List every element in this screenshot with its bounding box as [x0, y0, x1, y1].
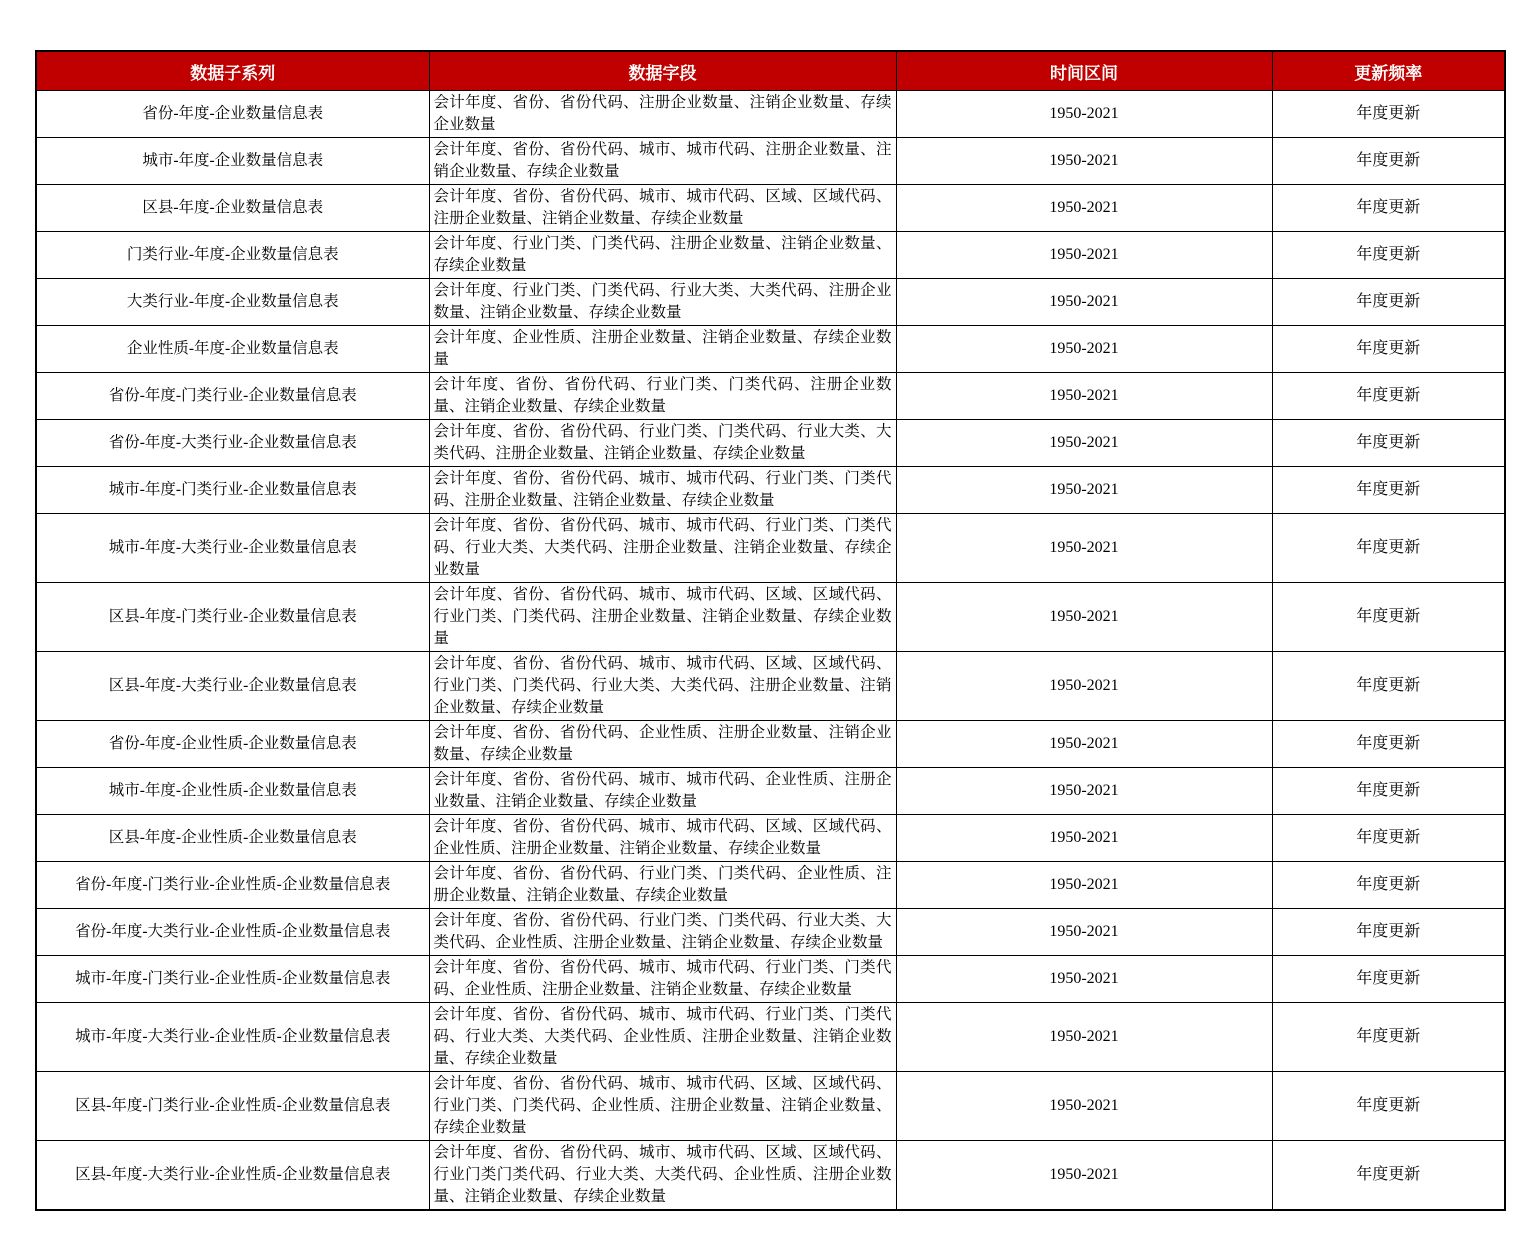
cell-period: 1950-2021: [896, 467, 1272, 514]
cell-period: 1950-2021: [896, 91, 1272, 138]
header-series: 数据子系列: [36, 51, 429, 91]
cell-series: 省份-年度-大类行业-企业性质-企业数量信息表: [36, 909, 429, 956]
table-row: [36, 768, 1505, 815]
cell-frequency: 年度更新: [1272, 652, 1505, 721]
cell-fields: 会计年度、行业门类、门类代码、注册企业数量、注销企业数量、存续企业数量: [429, 232, 896, 279]
table-row: [36, 1003, 1505, 1072]
table-row: [36, 652, 1505, 721]
table-row: [36, 326, 1505, 373]
cell-series: 区县-年度-门类行业-企业性质-企业数量信息表: [36, 1072, 429, 1141]
cell-series: 城市-年度-门类行业-企业性质-企业数量信息表: [36, 956, 429, 1003]
cell-series: 区县-年度-企业数量信息表: [36, 185, 429, 232]
cell-frequency: 年度更新: [1272, 768, 1505, 815]
cell-frequency: 年度更新: [1272, 467, 1505, 514]
cell-frequency: 年度更新: [1272, 815, 1505, 862]
cell-fields: 会计年度、省份、省份代码、城市、城市代码、区域、区域代码、行业门类、门类代码、行业大类、大类代码、注册企业数量、注销企业数量、存续企业数量: [429, 652, 896, 721]
cell-series: 省份-年度-企业性质-企业数量信息表: [36, 721, 429, 768]
cell-frequency: 年度更新: [1272, 909, 1505, 956]
cell-fields: 会计年度、行业门类、门类代码、行业大类、大类代码、注册企业数量、注销企业数量、存续企业数量: [429, 279, 896, 326]
cell-fields: 会计年度、省份、省份代码、城市、城市代码、区域、区域代码、注册企业数量、注销企业数量、存续企业数量: [429, 185, 896, 232]
cell-frequency: 年度更新: [1272, 232, 1505, 279]
table-row: [36, 862, 1505, 909]
cell-fields: 会计年度、省份、省份代码、注册企业数量、注销企业数量、存续企业数量: [429, 91, 896, 138]
cell-frequency: 年度更新: [1272, 373, 1505, 420]
cell-frequency: 年度更新: [1272, 185, 1505, 232]
table-row: [36, 420, 1505, 467]
cell-fields: 会计年度、省份、省份代码、行业门类、门类代码、行业大类、大类代码、企业性质、注册企业数量、注销企业数量、存续企业数量: [429, 909, 896, 956]
cell-fields: 会计年度、省份、省份代码、行业门类、门类代码、行业大类、大类代码、注册企业数量、注销企业数量、存续企业数量: [429, 420, 896, 467]
cell-frequency: 年度更新: [1272, 91, 1505, 138]
cell-fields: 会计年度、省份、省份代码、城市、城市代码、区域、区域代码、行业门类门类代码、行业大类、大类代码、企业性质、注册企业数量、注销企业数量、存续企业数量: [429, 1141, 896, 1211]
header-frequency: 更新频率: [1272, 51, 1505, 91]
table-row: [36, 721, 1505, 768]
cell-period: 1950-2021: [896, 1141, 1272, 1211]
cell-frequency: 年度更新: [1272, 138, 1505, 185]
header-period: 时间区间: [896, 51, 1272, 91]
cell-fields: 会计年度、省份、省份代码、城市、城市代码、行业门类、门类代码、行业大类、大类代码、注册企业数量、注销企业数量、存续企业数量: [429, 514, 896, 583]
cell-series: 省份-年度-门类行业-企业数量信息表: [36, 373, 429, 420]
cell-series: 区县-年度-大类行业-企业性质-企业数量信息表: [36, 1141, 429, 1211]
cell-frequency: 年度更新: [1272, 956, 1505, 1003]
table-body: [36, 91, 1505, 1211]
cell-period: 1950-2021: [896, 373, 1272, 420]
cell-series: 城市-年度-门类行业-企业数量信息表: [36, 467, 429, 514]
cell-period: 1950-2021: [896, 279, 1272, 326]
cell-series: 区县-年度-企业性质-企业数量信息表: [36, 815, 429, 862]
cell-period: 1950-2021: [896, 1003, 1272, 1072]
cell-fields: 会计年度、省份、省份代码、城市、城市代码、注册企业数量、注销企业数量、存续企业数量: [429, 138, 896, 185]
cell-fields: 会计年度、企业性质、注册企业数量、注销企业数量、存续企业数量: [429, 326, 896, 373]
table-row: [36, 815, 1505, 862]
cell-period: 1950-2021: [896, 862, 1272, 909]
cell-frequency: 年度更新: [1272, 721, 1505, 768]
cell-fields: 会计年度、省份、省份代码、城市、城市代码、企业性质、注册企业数量、注销企业数量、存续企业数量: [429, 768, 896, 815]
table-row: [36, 232, 1505, 279]
cell-fields: 会计年度、省份、省份代码、行业门类、门类代码、企业性质、注册企业数量、注销企业数量、存续企业数量: [429, 862, 896, 909]
cell-series: 区县-年度-大类行业-企业数量信息表: [36, 652, 429, 721]
cell-series: 省份-年度-门类行业-企业性质-企业数量信息表: [36, 862, 429, 909]
cell-fields: 会计年度、省份、省份代码、城市、城市代码、区域、区域代码、行业门类、门类代码、企业性质、注册企业数量、注销企业数量、存续企业数量: [429, 1072, 896, 1141]
cell-period: 1950-2021: [896, 768, 1272, 815]
cell-series: 城市-年度-大类行业-企业数量信息表: [36, 514, 429, 583]
cell-period: 1950-2021: [896, 652, 1272, 721]
table-row: [36, 1072, 1505, 1141]
cell-period: 1950-2021: [896, 721, 1272, 768]
cell-series: 企业性质-年度-企业数量信息表: [36, 326, 429, 373]
table-row: [36, 185, 1505, 232]
cell-series: 城市-年度-企业数量信息表: [36, 138, 429, 185]
table-header-row: [36, 51, 1505, 91]
table-row: [36, 909, 1505, 956]
cell-period: 1950-2021: [896, 815, 1272, 862]
cell-frequency: 年度更新: [1272, 1003, 1505, 1072]
cell-fields: 会计年度、省份、省份代码、企业性质、注册企业数量、注销企业数量、存续企业数量: [429, 721, 896, 768]
cell-period: 1950-2021: [896, 420, 1272, 467]
cell-fields: 会计年度、省份、省份代码、城市、城市代码、行业门类、门类代码、行业大类、大类代码、企业性质、注册企业数量、注销企业数量、存续企业数量: [429, 1003, 896, 1072]
table-row: [36, 583, 1505, 652]
cell-frequency: 年度更新: [1272, 279, 1505, 326]
cell-period: 1950-2021: [896, 326, 1272, 373]
dataset-catalog-table: [35, 50, 1506, 1211]
table-row: [36, 373, 1505, 420]
cell-period: 1950-2021: [896, 909, 1272, 956]
cell-series: 区县-年度-门类行业-企业数量信息表: [36, 583, 429, 652]
cell-period: 1950-2021: [896, 583, 1272, 652]
table-row: [36, 279, 1505, 326]
cell-frequency: 年度更新: [1272, 514, 1505, 583]
cell-frequency: 年度更新: [1272, 420, 1505, 467]
cell-series: 门类行业-年度-企业数量信息表: [36, 232, 429, 279]
cell-frequency: 年度更新: [1272, 326, 1505, 373]
cell-period: 1950-2021: [896, 138, 1272, 185]
cell-period: 1950-2021: [896, 232, 1272, 279]
table-row: [36, 91, 1505, 138]
table-row: [36, 514, 1505, 583]
cell-series: 省份-年度-企业数量信息表: [36, 91, 429, 138]
cell-series: 城市-年度-企业性质-企业数量信息表: [36, 768, 429, 815]
cell-series: 省份-年度-大类行业-企业数量信息表: [36, 420, 429, 467]
cell-fields: 会计年度、省份、省份代码、城市、城市代码、行业门类、门类代码、注册企业数量、注销企业数量、存续企业数量: [429, 467, 896, 514]
table-row: [36, 138, 1505, 185]
cell-fields: 会计年度、省份、省份代码、行业门类、门类代码、注册企业数量、注销企业数量、存续企业数量: [429, 373, 896, 420]
cell-fields: 会计年度、省份、省份代码、城市、城市代码、区域、区域代码、行业门类、门类代码、注册企业数量、注销企业数量、存续企业数量: [429, 583, 896, 652]
cell-fields: 会计年度、省份、省份代码、城市、城市代码、行业门类、门类代码、企业性质、注册企业数量、注销企业数量、存续企业数量: [429, 956, 896, 1003]
cell-period: 1950-2021: [896, 1072, 1272, 1141]
cell-frequency: 年度更新: [1272, 1141, 1505, 1211]
header-fields: 数据字段: [429, 51, 896, 91]
table-row: [36, 956, 1505, 1003]
cell-period: 1950-2021: [896, 185, 1272, 232]
table-row: [36, 1141, 1505, 1211]
table-row: [36, 467, 1505, 514]
cell-frequency: 年度更新: [1272, 583, 1505, 652]
cell-period: 1950-2021: [896, 514, 1272, 583]
cell-frequency: 年度更新: [1272, 1072, 1505, 1141]
cell-period: 1950-2021: [896, 956, 1272, 1003]
cell-series: 城市-年度-大类行业-企业性质-企业数量信息表: [36, 1003, 429, 1072]
cell-fields: 会计年度、省份、省份代码、城市、城市代码、区域、区域代码、企业性质、注册企业数量、注销企业数量、存续企业数量: [429, 815, 896, 862]
cell-series: 大类行业-年度-企业数量信息表: [36, 279, 429, 326]
cell-frequency: 年度更新: [1272, 862, 1505, 909]
